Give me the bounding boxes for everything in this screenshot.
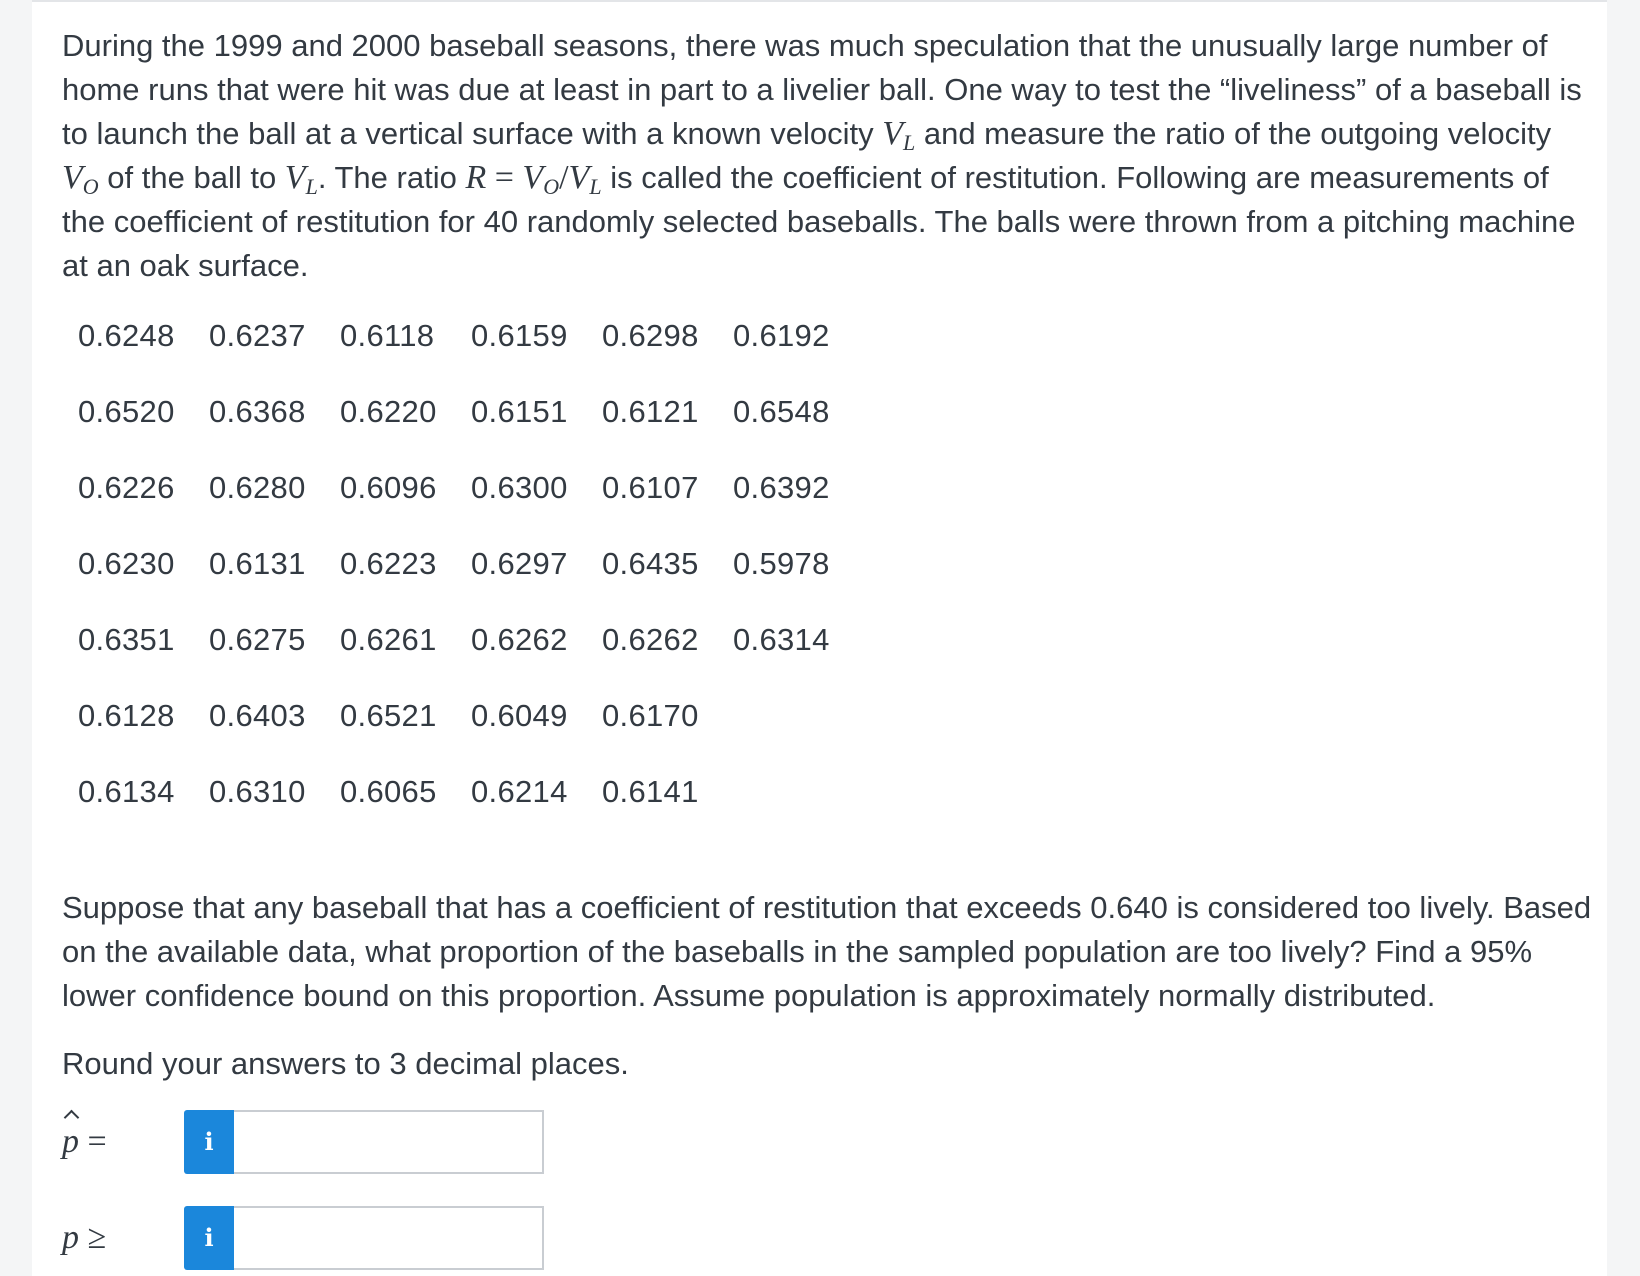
rounding-instruction: Round your answers to 3 decimal places. [62,1046,629,1081]
data-cell: 0.6351 [78,622,175,657]
intro-text-5: is called the coefficient of restitution. Following are measurements of the coefficient of restitution for 40 randomly selected baseballs. The balls were thrown from a pitching machine at an oak surface. [62,160,1576,283]
intro-text-4: . The ratio [317,160,466,195]
data-cell: 0.6214 [471,774,568,809]
intro-text-1: During the 1999 and 2000 baseball seasons, there was much speculation that the unusually large number of home runs that were hit was due at least in part to a livelier ball. One way to test the “liveliness” of a baseball is to launch the ball at a vertical surface with a known velocity [62,28,1582,151]
data-cell: 0.6521 [340,698,437,733]
data-cell: 0.6131 [209,546,306,581]
info-button-lower-bound[interactable]: i [184,1206,234,1270]
data-cell: 0.6237 [209,318,306,353]
data-cell: 0.6280 [209,470,306,505]
data-cell: 0.6118 [340,318,435,353]
math-ratio: $R = V_O/V_L$ [465,159,602,199]
data-cell: 0.6403 [209,698,306,733]
data-cell: 0.6107 [602,470,699,505]
math-vo: $V_O$ [62,159,99,199]
data-cell: 0.6261 [340,622,437,657]
data-cell: 0.6096 [340,470,437,505]
intro-text-3: of the ball to [98,160,285,195]
data-cell: 0.6392 [733,470,830,505]
data-cell: 0.6298 [602,318,699,353]
data-cell: 0.6368 [209,394,306,429]
p-hat-input[interactable] [234,1110,544,1174]
data-cell: 0.6151 [471,394,568,429]
data-cell: 0.6170 [602,698,699,733]
answer-row-p-hat [62,1110,562,1176]
data-cell: 0.6049 [471,698,568,733]
data-cell: 0.6248 [78,318,175,353]
data-cell: 0.6141 [602,774,699,809]
data-cell: 0.6220 [340,394,437,429]
problem-statement [62,24,1582,288]
data-cell: 0.6310 [209,774,306,809]
data-cell: 0.6262 [602,622,699,657]
info-button-p-hat[interactable]: i [184,1110,234,1174]
data-cell: 0.6520 [78,394,175,429]
lower-bound-label: p ≥ [62,1219,107,1256]
math-vl: $V_L$ [882,115,916,155]
answer-row-lower-bound [62,1206,562,1272]
data-cell: 0.6297 [471,546,568,581]
data-cell: 0.6223 [340,546,437,581]
question-text: Suppose that any baseball that has a coefficient of restitution that exceeds 0.640 is considered too lively. Based on the available data, what proportion of the baseballs in the sampled population are too lively? Find a 95% lower confidence bound on this proportion. Assume population is approximately normally distributed. [62,890,1592,1013]
data-cell: 0.6275 [209,622,306,657]
data-cell: 0.6134 [78,774,175,809]
data-cell: 0.6435 [602,546,699,581]
data-cell: 0.6548 [733,394,830,429]
data-cell: 0.6300 [471,470,568,505]
data-cell: 0.6226 [78,470,175,505]
data-cell: 0.6230 [78,546,175,581]
data-cell: 0.5978 [733,546,830,581]
lower-bound-input[interactable] [234,1206,544,1270]
data-cell: 0.6159 [471,318,568,353]
intro-text-2: and measure the ratio of the outgoing velocity [915,116,1552,151]
data-cell: 0.6192 [733,318,830,353]
data-cell: 0.6128 [78,698,175,733]
math-vl-2: $V_L$ [284,159,318,199]
data-cell: 0.6121 [602,394,699,429]
question-card [32,0,1607,1276]
data-cell: 0.6262 [471,622,568,657]
data-cell: 0.6314 [733,622,830,657]
p-hat-label: p = [62,1118,142,1166]
data-cell: 0.6065 [340,774,437,809]
